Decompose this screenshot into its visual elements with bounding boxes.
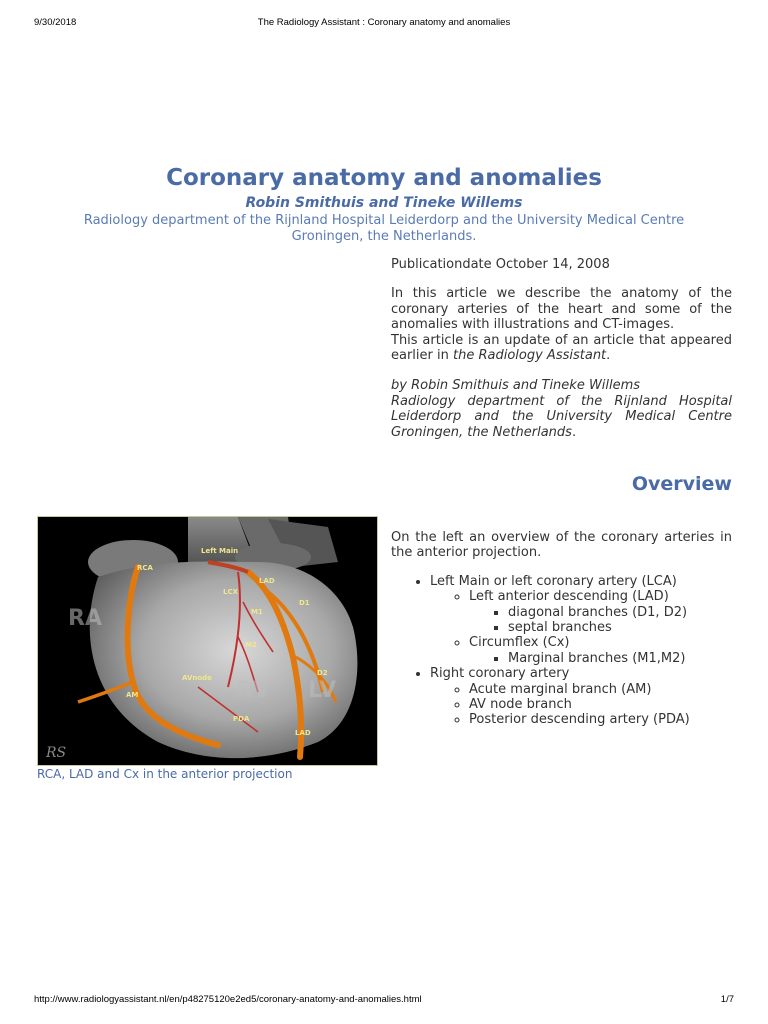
print-footer [34, 994, 734, 1008]
pda-item: ◦ Posterior descending artery (PDA) [469, 712, 732, 727]
coronary-anatomy-figure[interactable] [37, 516, 378, 766]
list-item [469, 589, 732, 635]
byline-affiliation-end: . [571, 424, 577, 440]
overview-heading: Overview [631, 473, 732, 495]
label-lcx: LCX [223, 588, 238, 596]
article-authors: Robin Smithuis and Tineke Willems [245, 195, 523, 211]
label-left-main: Left Main [201, 547, 239, 555]
figure-caption: RCA, LAD and Cx in the anterior projection [37, 767, 293, 781]
print-date: 9/30/2018 [34, 17, 77, 28]
heart-illustration [38, 517, 377, 765]
am-item: ◦ Acute marginal branch (AM) [469, 682, 732, 697]
right-coronary-sublist [430, 682, 732, 728]
label-pda: PDA [233, 715, 250, 723]
label-am: AM [126, 691, 139, 699]
print-header [34, 17, 734, 31]
label-lv: LV [308, 678, 337, 703]
publication-date: Publicationdate October 14, 2008 [391, 257, 610, 272]
update-paragraph [391, 333, 732, 364]
label-m1: M1 [251, 608, 263, 616]
left-main-sublist [430, 589, 732, 666]
intro-paragraph: In this article we describe the anatomy of the coronary arteries of the heart and some of the anomalies with illustrations and CT-images. [391, 286, 732, 333]
list-item [430, 666, 732, 728]
label-lad-bottom: LAD [295, 729, 311, 737]
update-text: This article is an update of an article that appeared earlier in [391, 332, 732, 364]
list-item [469, 635, 732, 666]
source-link-text: the Radiology Assistant [453, 348, 607, 364]
article-affiliation: Radiology department of the Rijnland Hospital Leiderdorp and the University Medical Centre Groningen, the Netherlands. [83, 213, 685, 244]
septal-item: ▪ septal branches [508, 620, 732, 635]
label-d1: D1 [299, 599, 310, 607]
label-lad-top: LAD [259, 577, 275, 585]
label-d2: D2 [317, 669, 328, 677]
page-url: http://www.radiologyassistant.nl/en/p48275120e2ed5/coronary-anatomy-and-anomalies.html [34, 994, 422, 1005]
label-rv: RV [236, 678, 270, 703]
byline-affiliation: Radiology department of the Rijnland Hospital Leiderdorp and the University Medical Centre Groningen, the Netherlands [391, 393, 732, 440]
lad-item: Left anterior descending (LAD) [469, 589, 669, 605]
label-m2: M2 [245, 641, 257, 649]
page-number: 1/7 [720, 994, 734, 1005]
article-title: Coronary anatomy and anomalies [166, 165, 602, 191]
author-signature: RS [46, 745, 67, 761]
list-item [430, 574, 732, 666]
label-ra: RA [68, 606, 102, 631]
artery-list [391, 574, 732, 728]
update-suffix: . [606, 348, 611, 364]
cx-sublist [469, 651, 732, 666]
byline-affiliation-paragraph [391, 394, 732, 440]
overview-paragraph: On the left an overview of the coronary arteries in the anterior projection. [391, 530, 732, 561]
label-avnode: AVnode [182, 674, 212, 682]
lad-sublist [469, 605, 732, 636]
right-coronary-item: Right coronary artery [430, 666, 570, 682]
label-rca: RCA [137, 564, 153, 572]
overview-section [391, 530, 732, 728]
byline: by Robin Smithuis and Tineke Willems [391, 378, 641, 394]
print-page-title: The Radiology Assistant : Coronary anatomy and anomalies [257, 17, 511, 28]
diagonal-item: ▪ diagonal branches (D1, D2) [508, 605, 732, 620]
av-node-item: ◦ AV node branch [469, 697, 732, 712]
cx-item: Circumflex (Cx) [469, 635, 570, 651]
left-main-item: Left Main or left coronary artery (LCA) [430, 573, 677, 589]
marginal-item: ▪ Marginal branches (M1,M2) [508, 651, 732, 666]
intro-section [391, 257, 732, 440]
